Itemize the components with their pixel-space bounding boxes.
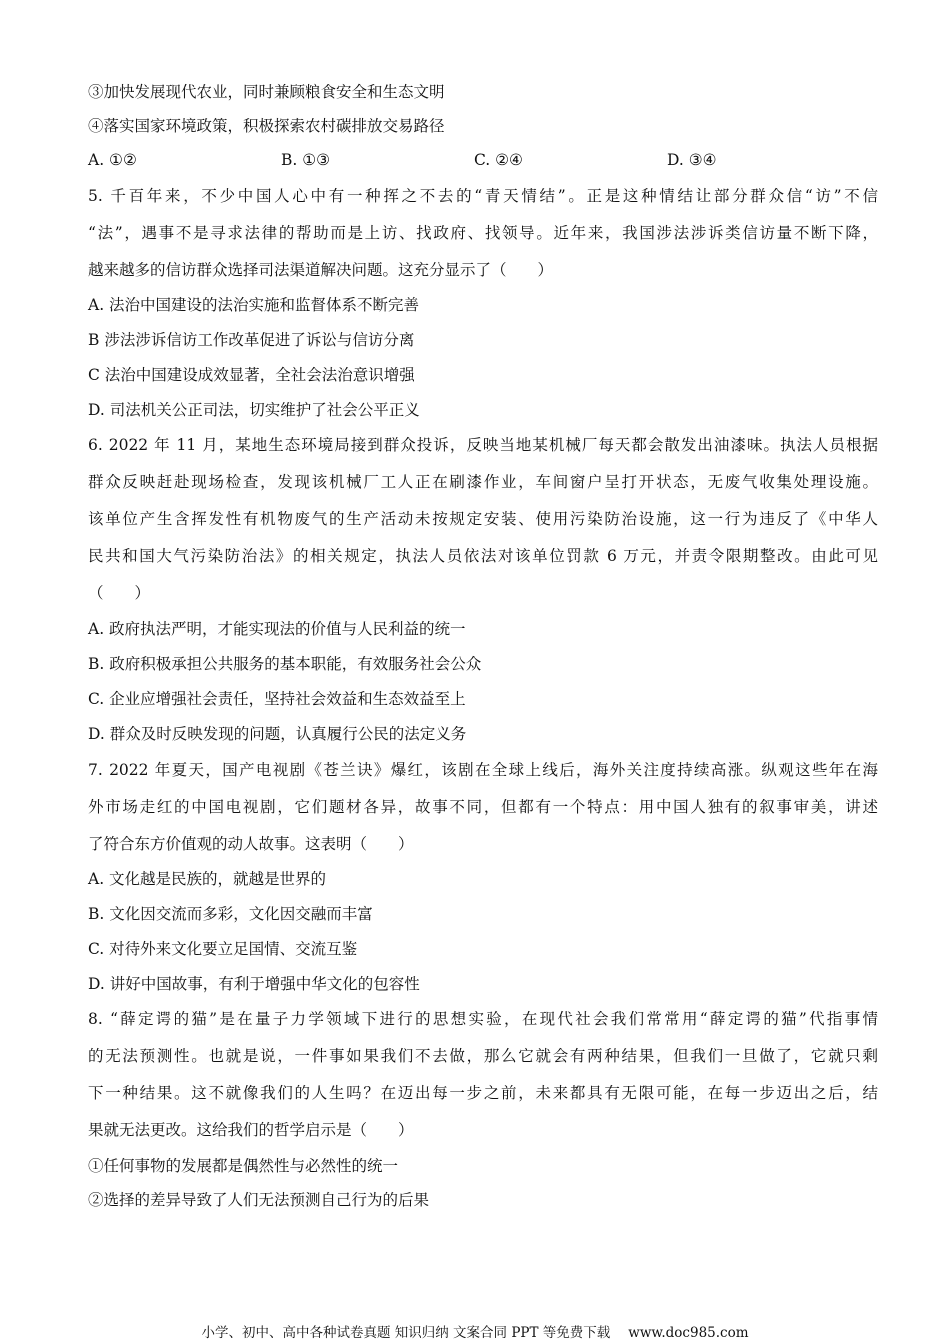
q5-stem-line-1: 5. 千百年来，不少中国人心中有一种挥之不去的“青天情结”。正是这种情结让部分群众信“访”不信 [88, 187, 878, 205]
page-footer [0, 1324, 950, 1342]
q8-stem-line-1: 8. “薛定谔的猫”是在量子力学领域下进行的思想实验，在现代社会我们常常用“薛定谔的猫”代指事情 [88, 1010, 878, 1028]
footer-site-link[interactable]: www.doc985.com [628, 1325, 749, 1341]
q7-option-c: C. 对待外来文化要立足国情、交流互鉴 [88, 940, 358, 958]
q5-stem-line-2: “法”，遇事不是寻求法律的帮助而是上访、找政府、找领导。近年来，我国涉法涉诉类信访量不断下降， [88, 224, 878, 242]
q4-option-c: C. ②④ [474, 151, 523, 169]
q6-stem-line-2: 群众反映赶赴现场检查，发现该机械厂工人正在刷漆作业，车间窗户呈打开状态，无废气收集处理设施。 [88, 473, 878, 491]
q7-option-d: D. 讲好中国故事，有利于增强中华文化的包容性 [88, 975, 420, 993]
q8-stem-line-3: 下一种结果。这不就像我们的人生吗？在迈出每一步之前，未来都具有无限可能，在每一步迈出之后，结 [88, 1084, 878, 1102]
q8-stem-line-4: 果就无法更改。这给我们的哲学启示是（ ） [88, 1121, 414, 1139]
q8-item-1: ①任何事物的发展都是偶然性与必然性的统一 [88, 1157, 399, 1175]
q5-option-d: D. 司法机关公正司法，切实维护了社会公平正义 [88, 401, 420, 419]
q8-item-2: ②选择的差异导致了人们无法预测自己行为的后果 [88, 1191, 430, 1209]
q4-option-b: B. ①③ [281, 151, 331, 169]
q7-stem-line-3: 了符合东方价值观的动人故事。这表明（ ） [88, 835, 414, 853]
q4-options [88, 149, 878, 171]
q6-stem-line-5: （ ） [88, 584, 151, 602]
q6-stem-line-3: 该单位产生含挥发性有机物废气的生产活动未按规定安装、使用污染防治设施，这一行为违反了《中华人 [88, 510, 878, 528]
q6-option-a: A. 政府执法严明，才能实现法的价值与人民利益的统一 [88, 620, 466, 638]
q7-stem-line-1: 7. 2022 年夏天，国产电视剧《苍兰诀》爆红，该剧在全球上线后，海外关注度持续高涨。纵观这些年在海 [88, 761, 878, 779]
q4-option-a: A. ①② [88, 151, 137, 169]
q4-option-d: D. ③④ [667, 151, 717, 169]
q5-option-c: C 法治中国建设成效显著，全社会法治意识增强 [88, 366, 415, 384]
q6-option-c: C. 企业应增强社会责任，坚持社会效益和生态效益至上 [88, 690, 466, 708]
q5-option-a: A. 法治中国建设的法治实施和监督体系不断完善 [88, 296, 420, 314]
q5-stem-line-3: 越来越多的信访群众选择司法渠道解决问题。这充分显示了（ ） [88, 261, 554, 279]
q5-option-b: B 涉法涉诉信访工作改革促进了诉讼与信访分离 [88, 331, 415, 349]
q7-option-b: B. 文化因交流而多彩，文化因交融而丰富 [88, 905, 373, 923]
q6-stem-line-4: 民共和国大气污染防治法》的相关规定，执法人员依法对该单位罚款 6 万元，并责令限期整改。由此可见 [88, 547, 878, 565]
q4-item-4: ④落实国家环境政策，积极探索农村碳排放交易路径 [88, 117, 445, 135]
footer-text: 小学、初中、高中各种试卷真题 知识归纳 文案合同 PPT 等免费下载 [201, 1325, 611, 1341]
q8-stem-line-2: 的无法预测性。也就是说，一件事如果我们不去做，那么它就会有两种结果，但我们一旦做了，它就只剩 [88, 1047, 878, 1065]
q6-stem-line-1: 6. 2022 年 11 月，某地生态环境局接到群众投诉，反映当地某机械厂每天都会散发出油漆味。执法人员根据 [88, 436, 878, 454]
q7-stem-line-2: 外市场走红的中国电视剧，它们题材各异，故事不同，但都有一个特点：用中国人独有的叙事审美，讲述 [88, 798, 878, 816]
q7-option-a: A. 文化越是民族的，就越是世界的 [88, 870, 327, 888]
q6-option-d: D. 群众及时反映发现的问题，认真履行公民的法定义务 [88, 725, 467, 743]
q6-option-b: B. 政府积极承担公共服务的基本职能，有效服务社会公众 [88, 655, 482, 673]
q4-item-3: ③加快发展现代农业，同时兼顾粮食安全和生态文明 [88, 83, 445, 101]
